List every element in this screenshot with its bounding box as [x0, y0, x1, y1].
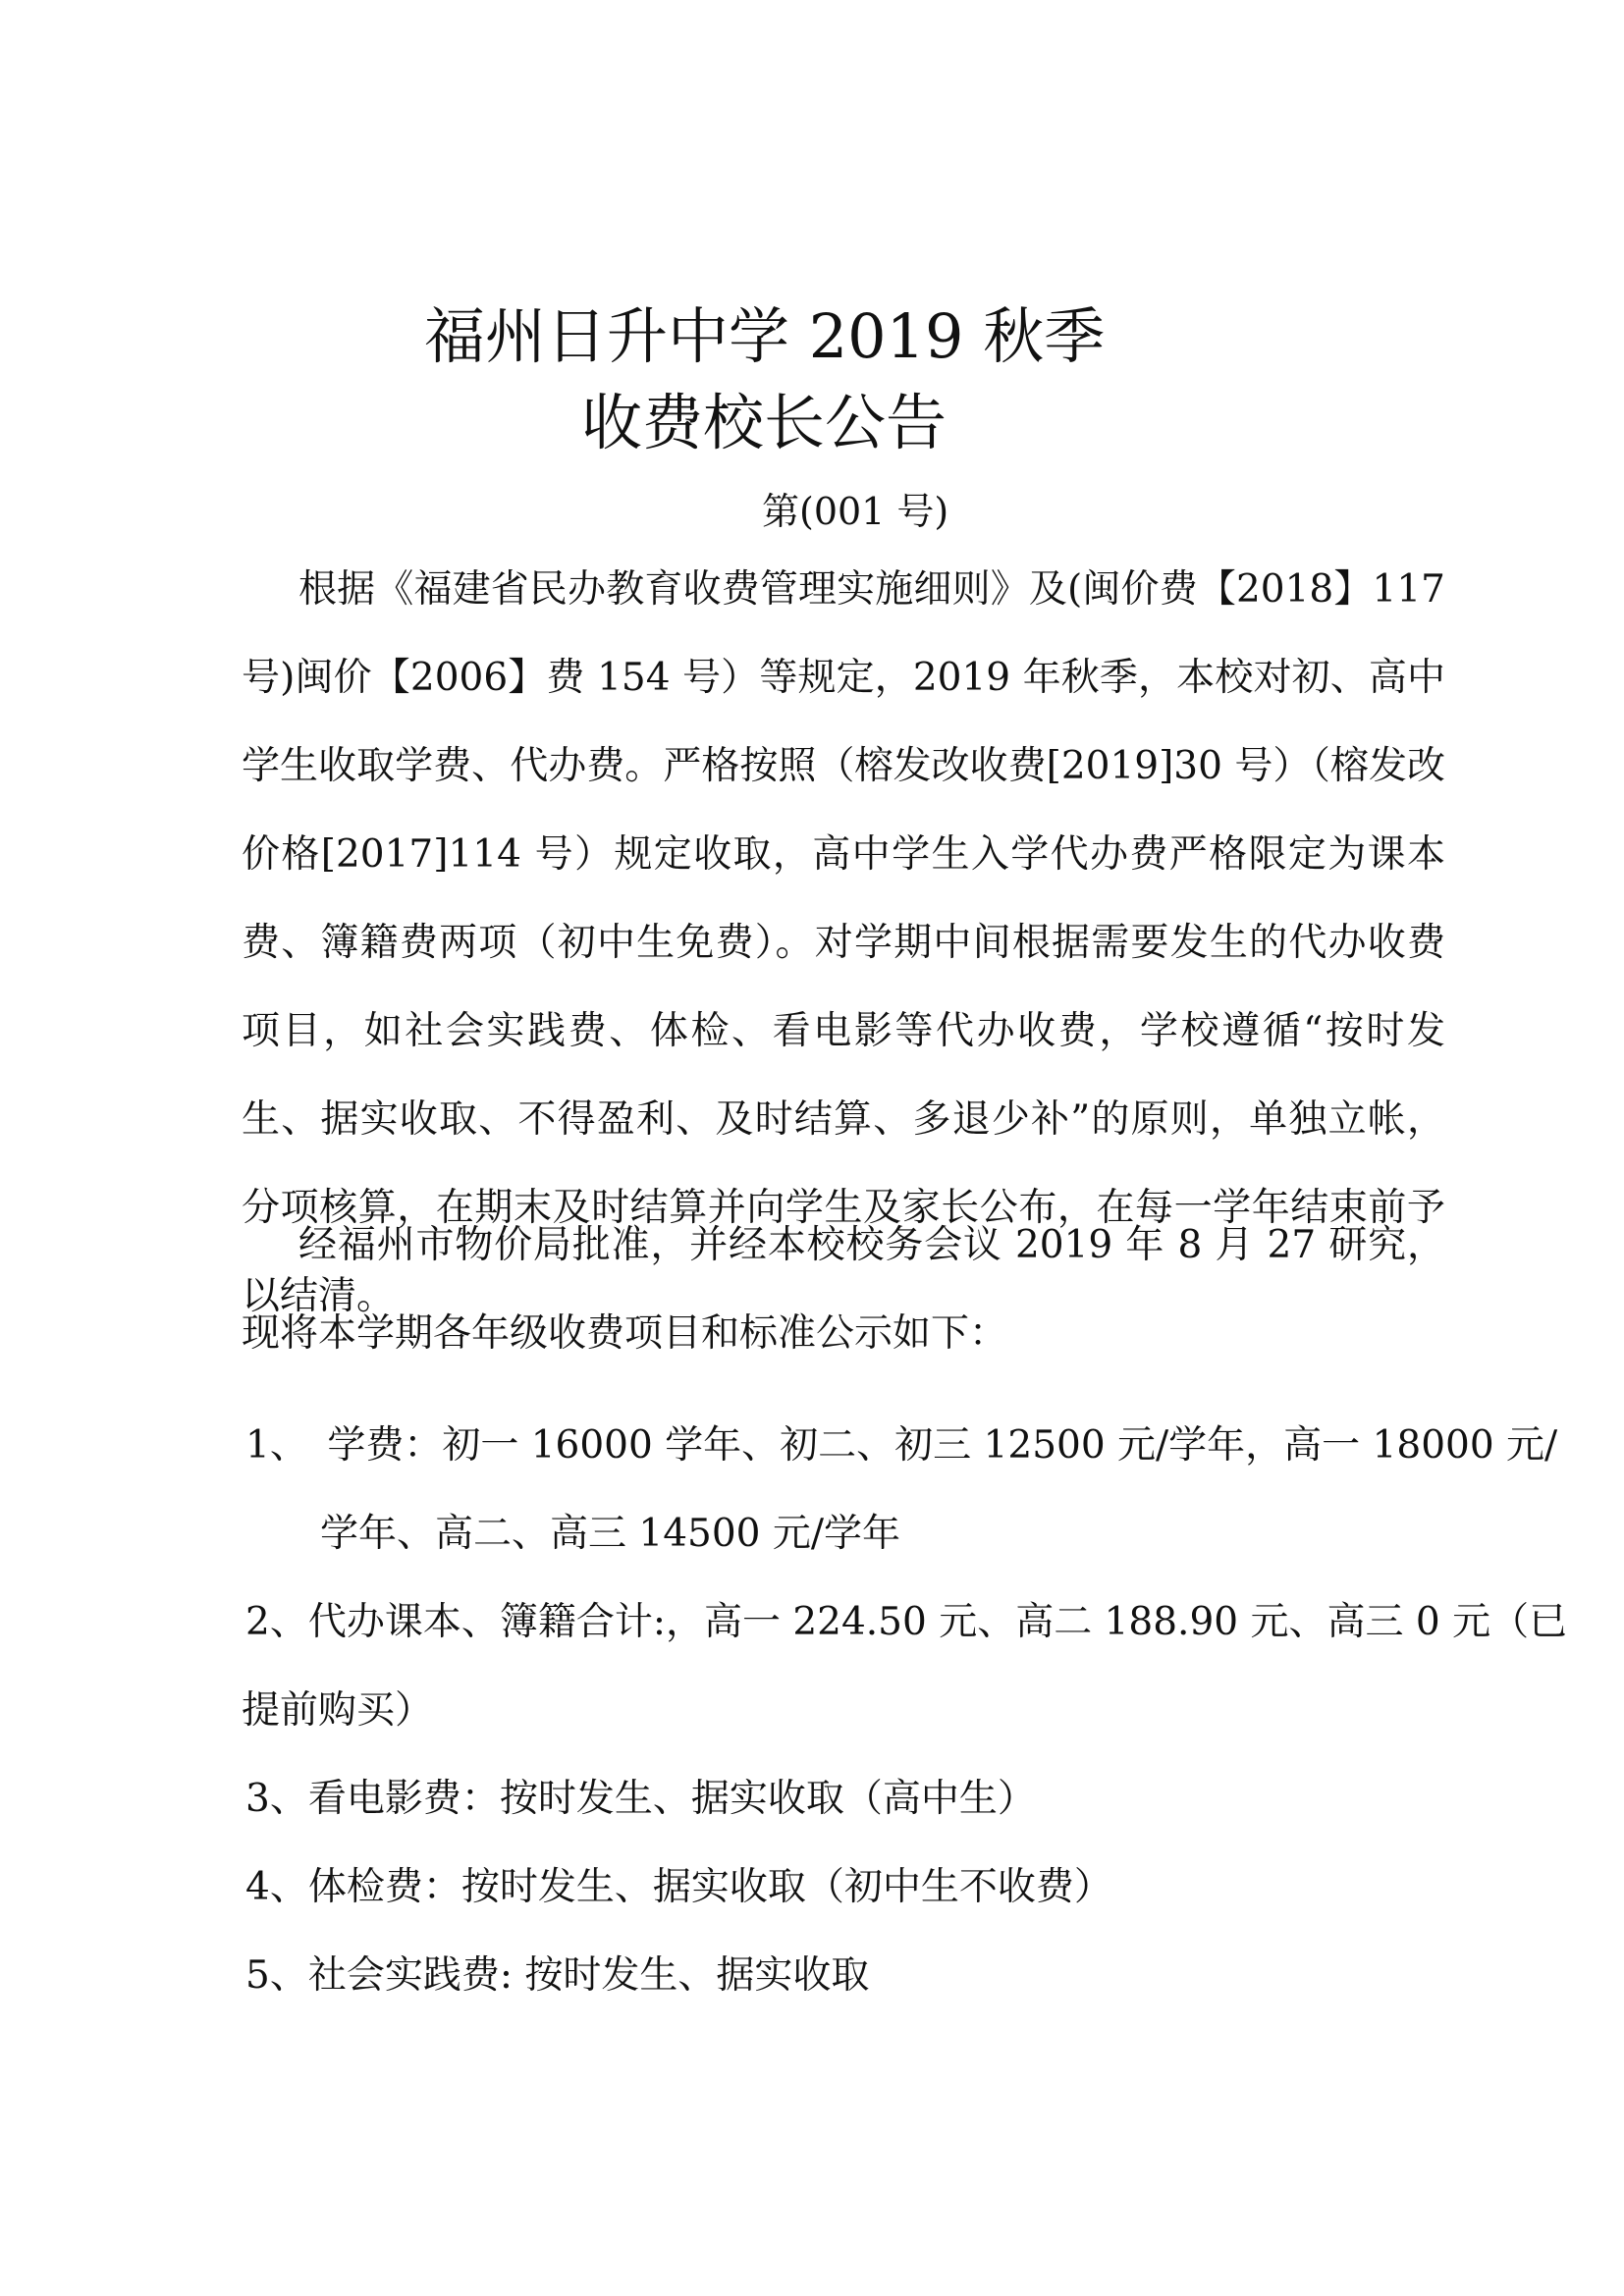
fee-item-tuition-line-1: 1、 学费：初一 16000 学年、初二、初三 12500 元/学年，高一 18000 元/ [245, 1423, 1558, 1468]
fee-item-movie: 3、看电影费：按时发生、据实收取（高中生） [245, 1777, 1036, 1821]
fee-item-textbooks-line-1: 2、代办课本、簿籍合计:，高一 224.50 元、高二 188.90 元、高三 0 元（已 [245, 1600, 1568, 1644]
paragraph-regulations: 根据《福建省民办教育收费管理实施细则》及(闽价费【2018】117 号)闽价【2006】费 154 号）等规定，2019 年秋季，本校对初、高中学生收取学费、代办费。严格按照（榕发改收费[2019]30 号）（榕发改价格[2017]114 号）规定收取，高中学生入学代办费严格限定为课本费、簿籍费两项（初中生免费）。对学期中间根据需要发生的代办收费项目，如社会实践费、体检、看电影等代办收费，学校遵循“按时发生、据实收取、不得盈利、及时结算、多退少补”的原则，单独立帐，分项核算，在期末及时结算并向学生及家长公布，在每一学年结束前予以结清。 [242, 567, 1445, 1318]
document-title-line-2: 收费校长公告 [581, 387, 947, 458]
fee-item-tuition-line-2: 学年、高二、高三 14500 元/学年 [320, 1512, 900, 1556]
document-title-line-1: 福州日升中学 2019 秋季 [424, 300, 1106, 372]
document-number: 第(001 号) [762, 490, 949, 533]
fee-item-social-practice: 5、社会实践费: 按时发生、据实收取 [245, 1953, 870, 1998]
paragraph-approval: 经福州市物价局批准，并经本校校务会议 2019 年 8 月 27 研究，现将本学期各年级收费项目和标准公示如下： [242, 1223, 1445, 1356]
fee-item-textbooks-line-2: 提前购买） [242, 1688, 434, 1733]
fee-item-medical-exam: 4、体检费：按时发生、据实收取（初中生不收费） [245, 1865, 1112, 1909]
